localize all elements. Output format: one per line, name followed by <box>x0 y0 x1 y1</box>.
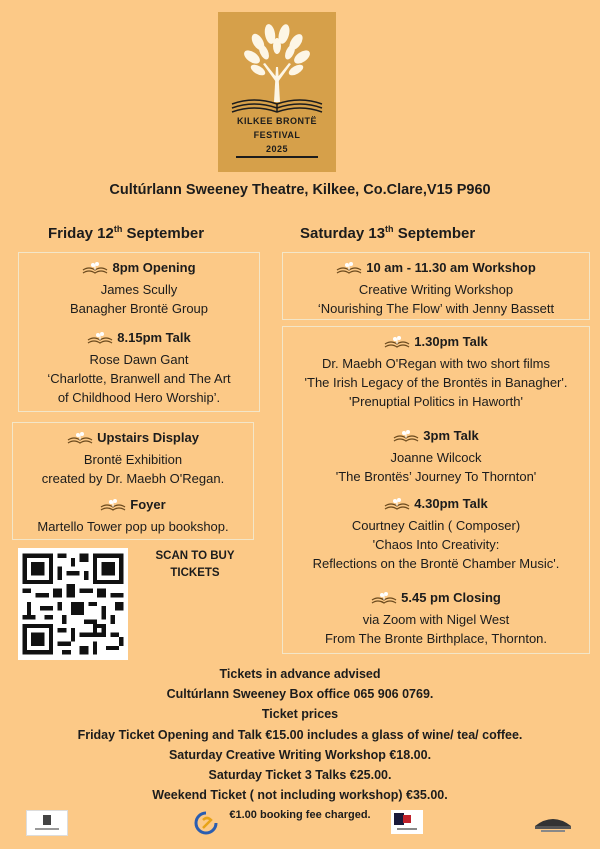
upstairs-display: Upstairs Display Brontë Exhibition created by Dr. Maebh O'Regan. <box>41 430 225 486</box>
scan-to-buy-label: SCAN TO BUY TICKETS <box>155 550 235 579</box>
price-workshop: Saturday Creative Writing Workshop €18.00. <box>168 747 432 762</box>
advance-notice: Tickets in advance advised <box>219 667 381 681</box>
foyer-bookshop: Foyer Martello Tower pop up bookshop. <box>37 497 229 534</box>
open-book-icon <box>393 429 419 448</box>
logo-title-line1: KILKEE BRONTË <box>236 116 317 126</box>
box-office: Cultúrlann Sweeney Box office 065 906 0769. <box>166 687 434 702</box>
open-book-icon <box>67 431 93 450</box>
price-friday: Friday Ticket Opening and Talk €15.00 includes a glass of wine/ tea/ coffee. <box>77 727 523 742</box>
event-545pm-closing: 5.45 pm Closing via Zoom with Nigel West From The Bronte Birthplace, Thornton. <box>324 590 548 646</box>
event-815pm-talk: 8.15pm Talk Rose Dawn Gant ‘Charlotte, Branwell and The Art of Childhood Hero Worship’. <box>47 330 231 405</box>
saturday-heading: Saturday 13th September <box>300 224 476 242</box>
sponsor-logo-4 <box>533 810 573 834</box>
open-book-icon <box>100 498 126 517</box>
event-workshop: 10 am - 11.30 am Workshop Creative Writing Workshop ‘Nourishing The Flow’ with Jenny Bassett <box>317 260 555 316</box>
open-book-icon <box>87 331 113 350</box>
qr-code-icon <box>18 548 128 660</box>
open-book-icon <box>384 335 410 354</box>
friday-display-box <box>12 422 254 540</box>
friday-heading: Friday 12th September <box>48 224 205 242</box>
open-book-icon <box>384 497 410 516</box>
open-book-icon <box>82 261 108 280</box>
festival-logo <box>218 12 336 172</box>
open-book-icon <box>336 261 362 280</box>
ticket-prices-heading: Ticket prices <box>261 707 339 722</box>
event-8pm-opening: 8pm Opening James Scully Banagher Brontë Group <box>69 260 209 316</box>
sponsor-logo-3 <box>391 810 423 834</box>
logo-title-line2: FESTIVAL <box>253 130 301 140</box>
ticket-info <box>0 664 600 826</box>
friday-events-box <box>18 252 260 412</box>
saturday-workshop-box <box>282 252 590 320</box>
saturday-talks-box <box>282 326 590 654</box>
open-book-icon <box>371 591 397 610</box>
ticket-qr-code[interactable] <box>18 548 128 660</box>
event-3pm-talk: 3pm Talk Joanne Wilcock 'The Brontës’ Journey To Thornton' <box>335 428 537 484</box>
price-saturday: Saturday Ticket 3 Talks €25.00. <box>208 768 392 783</box>
event-430pm-talk: 4.30pm Talk Courtney Caitlin ( Composer) 'Chaos Into Creativity: Reflections on the Brontë Chamber Music'. <box>312 496 560 571</box>
venue-address: Cultúrlann Sweeney Theatre, Kilkee, Co.Clare,V15 P960 <box>109 182 491 198</box>
price-weekend: Weekend Ticket ( not including workshop) €35.00. <box>152 788 448 803</box>
event-130pm-talk: 1.30pm Talk Dr. Maebh O'Regan with two short films 'The Irish Legacy of the Brontës in Banagher'. 'Prenuptial Politics in Haworth' <box>304 334 568 409</box>
booking-fee: €1.00 booking fee charged. <box>229 809 371 822</box>
sponsor-logo-2 <box>193 810 219 834</box>
sponsor-logo-1 <box>26 810 68 836</box>
logo-year: 2025 <box>265 144 289 154</box>
